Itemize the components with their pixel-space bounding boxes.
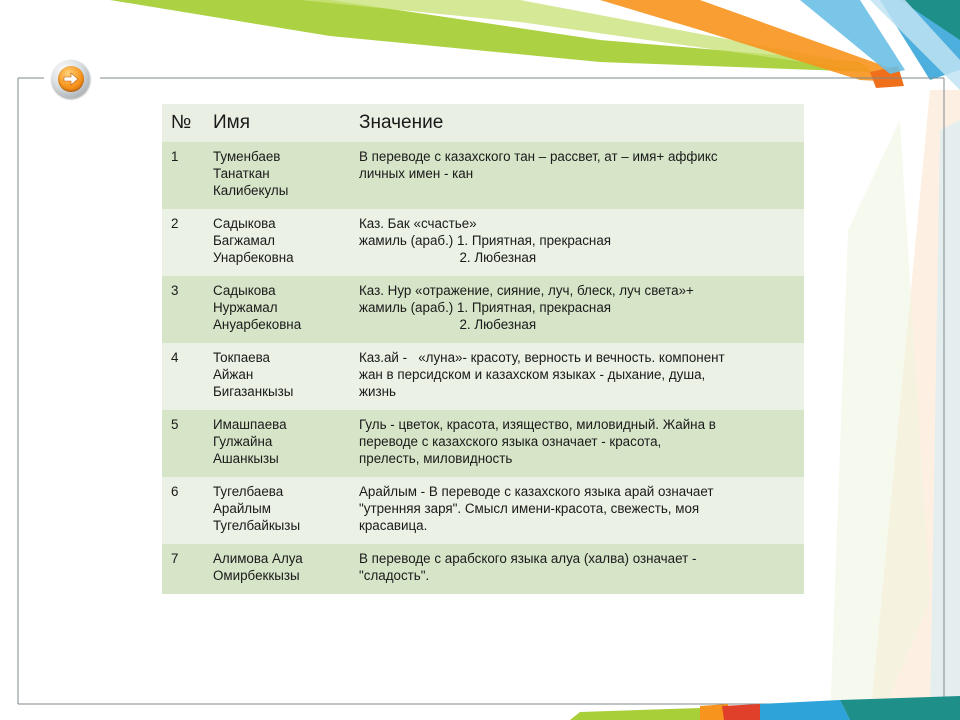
meaning-line: Гуль - цветок, красота, изящество, миловидный. Жайна в — [359, 417, 716, 432]
table-row — [162, 410, 804, 477]
table-row — [162, 343, 804, 410]
table-row — [162, 544, 804, 594]
person-name — [208, 142, 350, 209]
name-meaning — [350, 477, 804, 544]
row-number: 7 — [162, 544, 208, 594]
meaning-line: "утренняя заря". Смысл имени-красота, свежесть, моя — [359, 501, 700, 516]
row-number: 1 — [162, 142, 208, 209]
header-name: Имя — [208, 104, 350, 142]
next-slide-button[interactable] — [52, 60, 90, 98]
name-line: Садыкова — [213, 216, 276, 231]
person-name — [208, 544, 350, 594]
bottom-blue — [760, 700, 850, 720]
name-line: Багжамал — [213, 233, 275, 248]
row-number: 4 — [162, 343, 208, 410]
table-row — [162, 142, 804, 209]
name-line: Калибекулы — [213, 183, 289, 198]
meaning-line: Каз.ай - «луна»- красоту, верность и вечность. компонент — [359, 350, 725, 365]
name-meaning — [350, 544, 804, 594]
table-row — [162, 477, 804, 544]
meaning-line: жамиль (араб.) 1. Приятная, прекрасная — [359, 300, 612, 315]
meaning-line: Арайлым - В переводе с казахского языка арай означает — [359, 484, 714, 499]
meaning-line: жизнь — [359, 384, 396, 399]
meaning-line: В переводе с арабского языка алуа (халва) означает - — [359, 551, 697, 566]
table-body — [162, 142, 804, 594]
meaning-line: Каз. Бак «счастье» — [359, 216, 477, 231]
name-line: Арайлым — [213, 501, 271, 516]
table-header-row — [162, 104, 804, 142]
person-name — [208, 410, 350, 477]
name-line: Тугелбаева — [213, 484, 284, 499]
row-number: 5 — [162, 410, 208, 477]
meaning-line: Каз. Нур «отражение, сияние, луч, блеск, луч света»+ — [359, 283, 694, 298]
person-name — [208, 343, 350, 410]
row-number: 6 — [162, 477, 208, 544]
faint-ray-green — [830, 120, 930, 720]
person-name — [208, 477, 350, 544]
name-line: Токпаева — [213, 350, 270, 365]
table-row — [162, 209, 804, 276]
name-meaning — [350, 410, 804, 477]
names-table — [162, 104, 804, 594]
name-line: Гулжайна — [213, 434, 273, 449]
name-line: Танаткан — [213, 166, 270, 181]
person-name — [208, 209, 350, 276]
bottom-red — [722, 704, 760, 720]
meaning-line: 2. Любезная — [359, 250, 537, 265]
name-line: Тугелбайкызы — [213, 518, 301, 533]
header-num: № — [162, 104, 208, 142]
name-meaning — [350, 276, 804, 343]
name-meaning — [350, 343, 804, 410]
arrow-right-icon — [61, 69, 81, 89]
bottom-green — [570, 708, 700, 720]
table-row — [162, 276, 804, 343]
name-meaning — [350, 142, 804, 209]
meaning-line: "сладость". — [359, 568, 430, 583]
names-table-container — [162, 104, 804, 594]
meaning-line: личных имен - кан — [359, 166, 474, 181]
name-line: Имашпаева — [213, 417, 287, 432]
meaning-line: жан в персидском и казахском языках - дыхание, душа, — [359, 367, 706, 382]
row-number: 3 — [162, 276, 208, 343]
meaning-line: В переводе с казахского тан – рассвет, ат – имя+ аффикс — [359, 149, 718, 164]
meaning-line: 2. Любезная — [359, 317, 537, 332]
meaning-line: переводе с казахского языка означает - красота, — [359, 434, 662, 449]
name-line: Садыкова — [213, 283, 276, 298]
header-meaning: Значение — [350, 104, 804, 142]
name-line: Туменбаев — [213, 149, 281, 164]
row-number: 2 — [162, 209, 208, 276]
name-line: Ануарбековна — [213, 317, 302, 332]
name-line: Алимова Алуа — [213, 551, 303, 566]
name-line: Унарбековна — [213, 250, 294, 265]
meaning-line: прелесть, миловидность — [359, 451, 513, 466]
name-meaning — [350, 209, 804, 276]
name-line: Омирбеккызы — [213, 568, 300, 583]
meaning-line: жамиль (араб.) 1. Приятная, прекрасная — [359, 233, 612, 248]
name-line: Ашанкызы — [213, 451, 279, 466]
bottom-teal — [840, 696, 960, 720]
name-line: Бигазанкызы — [213, 384, 294, 399]
name-line: Нуржамал — [213, 300, 278, 315]
meaning-line: красавица. — [359, 518, 428, 533]
person-name — [208, 276, 350, 343]
name-line: Айжан — [213, 367, 254, 382]
